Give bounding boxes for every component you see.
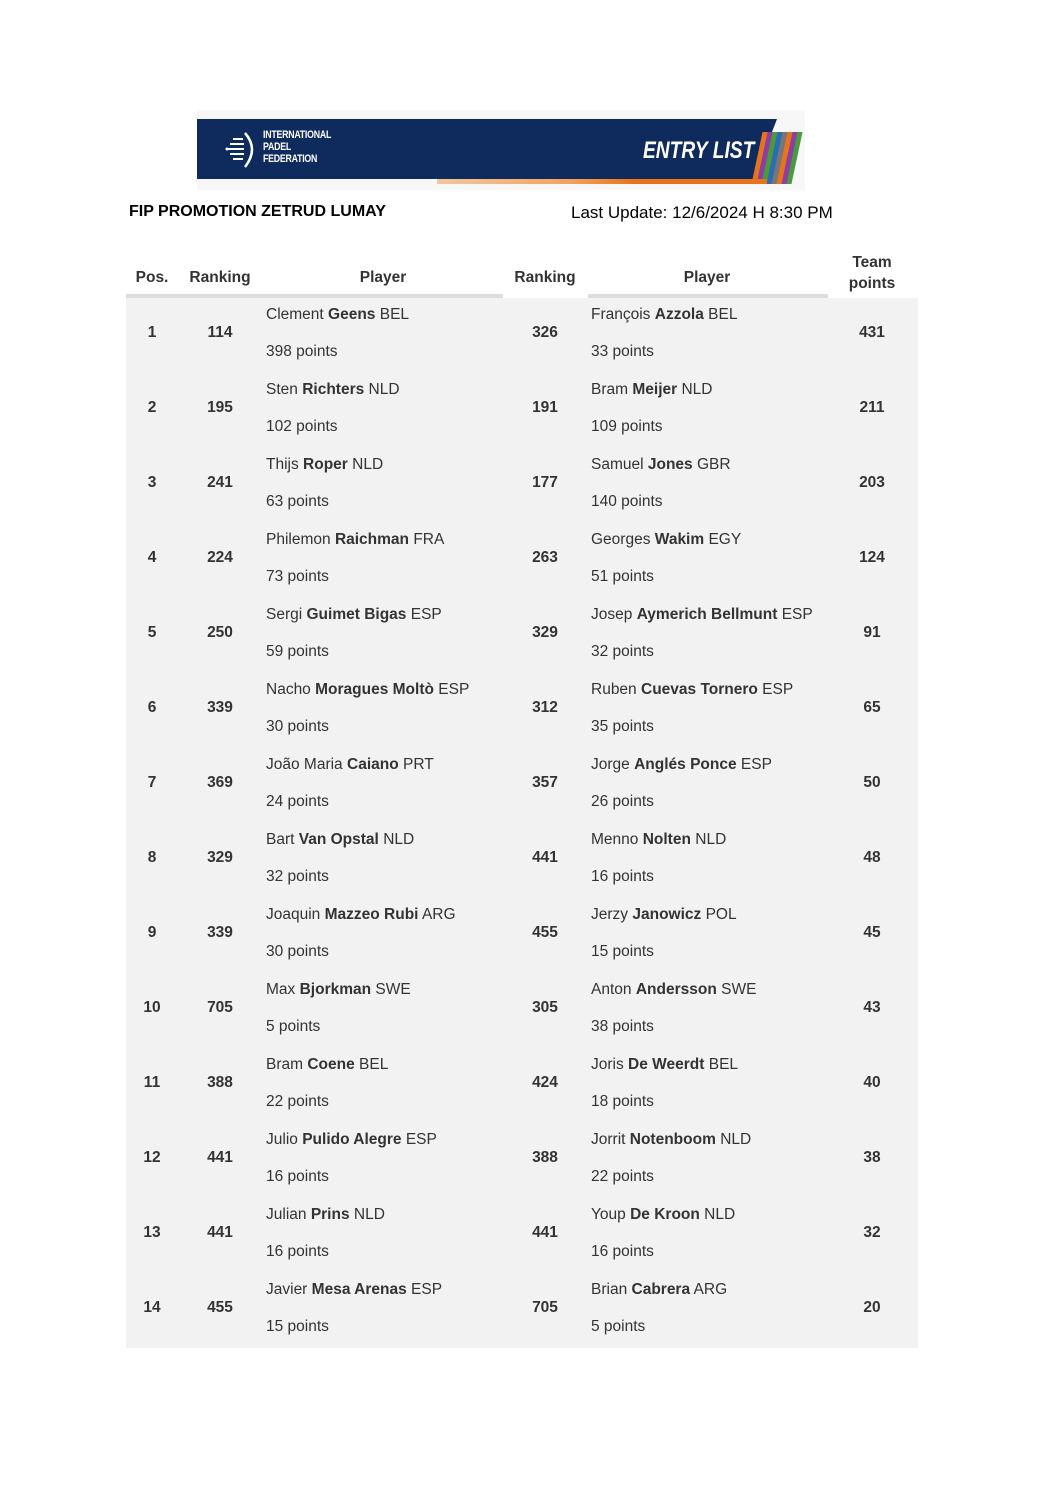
table-body: [126, 298, 918, 1348]
last-name: Geens: [328, 306, 376, 323]
table-row: [126, 1048, 918, 1123]
player-name: [266, 981, 411, 999]
country: NLD: [681, 381, 713, 398]
pos: 4: [147, 549, 157, 566]
team-points: 48: [863, 849, 881, 866]
player-name: [591, 906, 737, 924]
player-points: 30 points: [266, 943, 329, 960]
team-points: 211: [859, 399, 885, 416]
last-name: Van Opstal: [298, 831, 379, 848]
player-points: 26 points: [591, 793, 654, 810]
player-name: [266, 456, 383, 474]
ranking-2: 312: [532, 699, 558, 716]
pos: 9: [147, 924, 157, 941]
player-name: [266, 756, 434, 774]
header-ranking-1: Ranking: [189, 269, 251, 286]
first-name: Joris: [591, 1056, 624, 1073]
country: BEL: [359, 1056, 389, 1073]
ranking-1: 339: [207, 924, 233, 941]
first-name: Philemon: [266, 531, 331, 548]
pos: 12: [143, 1149, 161, 1166]
player-name: [591, 1206, 735, 1224]
player-name: [266, 531, 444, 549]
pos: 2: [147, 399, 157, 416]
team-points: 20: [863, 1299, 881, 1316]
first-name: Julian: [266, 1206, 307, 1223]
pos: 7: [147, 774, 157, 791]
player-points: 16 points: [266, 1243, 329, 1260]
table-row: [126, 523, 918, 598]
player-points: 22 points: [266, 1093, 329, 1110]
country: SWE: [721, 981, 757, 998]
player-points: 35 points: [591, 718, 654, 735]
ranking-2: 441: [532, 849, 558, 866]
player-points: 16 points: [591, 1243, 654, 1260]
country: NLD: [383, 831, 415, 848]
team-points: 65: [863, 699, 881, 716]
player-name: [266, 606, 442, 624]
player-points: 15 points: [591, 943, 654, 960]
table-row: [126, 298, 918, 373]
player-points: 22 points: [591, 1168, 654, 1185]
banner-title: ENTRY LIST: [643, 137, 755, 164]
country: ESP: [762, 681, 794, 698]
ranking-2: 263: [532, 549, 558, 566]
last-name: Mazzeo Rubi: [324, 906, 419, 923]
player-points: 63 points: [266, 493, 329, 510]
player-name: [266, 1131, 437, 1149]
country: EGY: [708, 531, 742, 548]
player-name: [266, 906, 456, 924]
first-name: Sten: [266, 381, 298, 398]
player-name: [591, 831, 726, 849]
last-name: Guimet Bigas: [306, 606, 407, 623]
ranking-2: 388: [532, 1149, 558, 1166]
ranking-2: 191: [532, 399, 558, 416]
ranking-1: 369: [207, 774, 233, 791]
first-name: François: [591, 306, 651, 323]
ranking-1: 388: [207, 1074, 233, 1091]
table-row: [126, 1123, 918, 1198]
first-name: Samuel: [591, 456, 644, 473]
team-points: 43: [863, 999, 881, 1016]
fip-org-name: [263, 129, 331, 165]
team-points: 124: [859, 549, 885, 566]
header-pos: Pos.: [135, 269, 169, 286]
player-points: 140 points: [591, 493, 663, 510]
entry-table: [126, 250, 918, 1348]
player-points: 30 points: [266, 718, 329, 735]
last-name: Bjorkman: [299, 981, 372, 998]
table-row: [126, 373, 918, 448]
player-name: [591, 306, 737, 324]
first-name: Clement: [266, 306, 324, 323]
org-line: INTERNATIONAL: [263, 129, 332, 141]
last-name: Raichman: [334, 531, 410, 548]
first-name: Bart: [266, 831, 295, 848]
pos: 13: [143, 1224, 161, 1241]
player-points: 73 points: [266, 568, 329, 585]
country: POL: [705, 906, 737, 923]
table-header: [126, 250, 918, 298]
country: BEL: [708, 1056, 739, 1073]
country: SWE: [375, 981, 411, 998]
last-name: De Kroon: [630, 1206, 700, 1223]
fip-logo-icon: [225, 130, 259, 170]
player-name: [591, 981, 756, 999]
last-name: Wakim: [654, 531, 705, 548]
team-points: 431: [859, 324, 885, 341]
player-points: 32 points: [266, 868, 329, 885]
pos: 11: [143, 1074, 161, 1091]
first-name: Jorge: [591, 756, 630, 773]
country: GBR: [697, 456, 731, 473]
team-points: 40: [863, 1074, 881, 1091]
player-name: [591, 681, 793, 699]
country: NLD: [720, 1131, 752, 1148]
first-name: Max: [266, 981, 296, 998]
ranking-2: 326: [532, 324, 558, 341]
last-name: Roper: [303, 456, 348, 473]
ranking-1: 329: [207, 849, 233, 866]
table-row: [126, 973, 918, 1048]
player-points: 51 points: [591, 568, 654, 585]
ranking-1: 224: [207, 549, 233, 566]
last-name: Caiano: [347, 756, 399, 773]
ranking-2: 357: [532, 774, 558, 791]
last-name: Prins: [310, 1206, 350, 1223]
ranking-1: 241: [207, 474, 233, 491]
team-points: 38: [863, 1149, 881, 1166]
country: NLD: [353, 1206, 385, 1223]
table-row: [126, 673, 918, 748]
pos: 14: [143, 1299, 161, 1316]
first-name: Sergi: [266, 606, 303, 623]
last-name: Nolten: [642, 831, 691, 848]
country: NLD: [695, 831, 727, 848]
player-name: [266, 381, 400, 399]
player-name: [591, 756, 772, 774]
header-ranking-2: Ranking: [514, 269, 576, 286]
player-points: 5 points: [591, 1318, 646, 1335]
orange-bar: [437, 179, 767, 184]
pos: 5: [147, 624, 157, 641]
last-name: Richters: [302, 381, 365, 398]
first-name: Georges: [591, 531, 651, 548]
country: NLD: [368, 381, 400, 398]
team-points: 50: [863, 774, 881, 791]
first-name: Josep: [591, 606, 633, 623]
ranking-2: 705: [532, 1299, 558, 1316]
player-points: 59 points: [266, 643, 329, 660]
player-points: 24 points: [266, 793, 329, 810]
event-title: FIP PROMOTION ZETRUD LUMAY: [129, 203, 386, 220]
ranking-2: 424: [532, 1074, 558, 1091]
player-points: 109 points: [591, 418, 663, 435]
pos: 3: [147, 474, 157, 491]
last-name: Azzola: [654, 306, 704, 323]
table-row: [126, 748, 918, 823]
team-points: 203: [859, 474, 885, 491]
country: NLD: [704, 1206, 736, 1223]
player-points: 102 points: [266, 418, 338, 435]
table-row: [126, 1198, 918, 1273]
ranking-2: 441: [532, 1224, 558, 1241]
player-points: 16 points: [591, 868, 654, 885]
player-points: 33 points: [591, 343, 654, 360]
last-name: Andersson: [635, 981, 717, 998]
first-name: Menno: [591, 831, 639, 848]
country: ESP: [438, 681, 470, 698]
ranking-1: 705: [207, 999, 233, 1016]
player-points: 32 points: [591, 643, 654, 660]
player-name: [591, 1056, 738, 1074]
player-points: 15 points: [266, 1318, 329, 1335]
last-name: Coene: [307, 1056, 355, 1073]
player-points: 398 points: [266, 343, 338, 360]
player-name: [591, 606, 813, 624]
table-row: [126, 448, 918, 523]
ranking-2: 455: [532, 924, 558, 941]
player-points: 18 points: [591, 1093, 654, 1110]
org-line: PADEL: [263, 141, 291, 153]
ranking-2: 329: [532, 624, 558, 641]
country: BEL: [708, 306, 738, 323]
ranking-1: 114: [207, 324, 233, 341]
player-name: [591, 1281, 727, 1299]
header-player-1: Player: [359, 269, 407, 286]
team-points: 32: [863, 1224, 881, 1241]
player-name: [591, 1131, 751, 1149]
country: ESP: [740, 756, 772, 773]
first-name: Anton: [591, 981, 632, 998]
player-points: 5 points: [266, 1018, 321, 1035]
country: BEL: [379, 306, 410, 323]
header-team-points-line2: points: [848, 275, 896, 292]
ranking-1: 195: [207, 399, 233, 416]
country: ESP: [405, 1131, 437, 1148]
ranking-1: 441: [207, 1224, 233, 1241]
last-name: De Weerdt: [628, 1056, 705, 1073]
first-name: Brian: [591, 1281, 628, 1298]
last-update: Last Update: 12/6/2024 H 8:30 PM: [571, 203, 833, 222]
player-name: [266, 1281, 442, 1299]
first-name: Bram: [591, 381, 629, 398]
first-name: Jerzy: [591, 906, 629, 923]
ranking-2: 305: [532, 999, 558, 1016]
pos: 6: [147, 699, 157, 716]
fip-entry-list-banner: [197, 110, 805, 190]
ranking-2: 177: [532, 474, 558, 491]
table-row: [126, 898, 918, 973]
first-name: Bram: [266, 1056, 304, 1073]
country: FRA: [413, 531, 445, 548]
player-name: [266, 831, 414, 849]
header-team-points-line1: Team: [852, 254, 892, 271]
first-name: Ruben: [591, 681, 637, 698]
first-name: Julio: [266, 1131, 298, 1148]
last-name: Moragues Moltò: [315, 681, 434, 698]
last-name: Cuevas Tornero: [641, 681, 758, 698]
player-name: [591, 456, 731, 474]
player-points: 16 points: [266, 1168, 329, 1185]
team-points: 45: [863, 924, 881, 941]
player-points: 38 points: [591, 1018, 654, 1035]
player-name: [266, 1206, 385, 1224]
player-name: [266, 681, 469, 699]
last-name: Pulido Alegre: [302, 1131, 402, 1148]
last-name: Cabrera: [631, 1281, 691, 1298]
last-name: Jones: [647, 456, 693, 473]
org-line: FEDERATION: [263, 153, 318, 165]
pos: 1: [147, 324, 157, 341]
country: ESP: [781, 606, 813, 623]
table-row: [126, 598, 918, 673]
player-name: [591, 531, 741, 549]
player-name: [591, 381, 713, 399]
pos: 10: [143, 999, 161, 1016]
ranking-1: 339: [207, 699, 233, 716]
country: ESP: [411, 1281, 443, 1298]
ranking-1: 455: [207, 1299, 233, 1316]
first-name: Joaquin: [266, 906, 321, 923]
last-name: Anglés Ponce: [634, 756, 737, 773]
last-name: Aymerich Bellmunt: [636, 606, 778, 623]
country: PRT: [403, 756, 434, 773]
player-name: [266, 306, 409, 324]
first-name: Javier: [266, 1281, 308, 1298]
country: NLD: [352, 456, 384, 473]
header-player-2: Player: [683, 269, 731, 286]
country: ESP: [410, 606, 442, 623]
team-points: 91: [863, 624, 881, 641]
first-name: João Maria: [266, 756, 343, 773]
first-name: Jorrit: [591, 1131, 626, 1148]
last-name: Mesa Arenas: [311, 1281, 407, 1298]
first-name: Thijs: [266, 456, 299, 473]
last-name: Meijer: [632, 381, 678, 398]
pos: 8: [147, 849, 157, 866]
country: ARG: [421, 906, 456, 923]
player-name: [266, 1056, 388, 1074]
table-row: [126, 1273, 918, 1348]
last-name: Janowicz: [632, 906, 702, 923]
first-name: Youp: [591, 1206, 626, 1223]
table-row: [126, 823, 918, 898]
ranking-1: 441: [207, 1149, 233, 1166]
first-name: Nacho: [266, 681, 311, 698]
ranking-1: 250: [207, 624, 233, 641]
last-name: Notenboom: [629, 1131, 716, 1148]
country: ARG: [693, 1281, 728, 1298]
